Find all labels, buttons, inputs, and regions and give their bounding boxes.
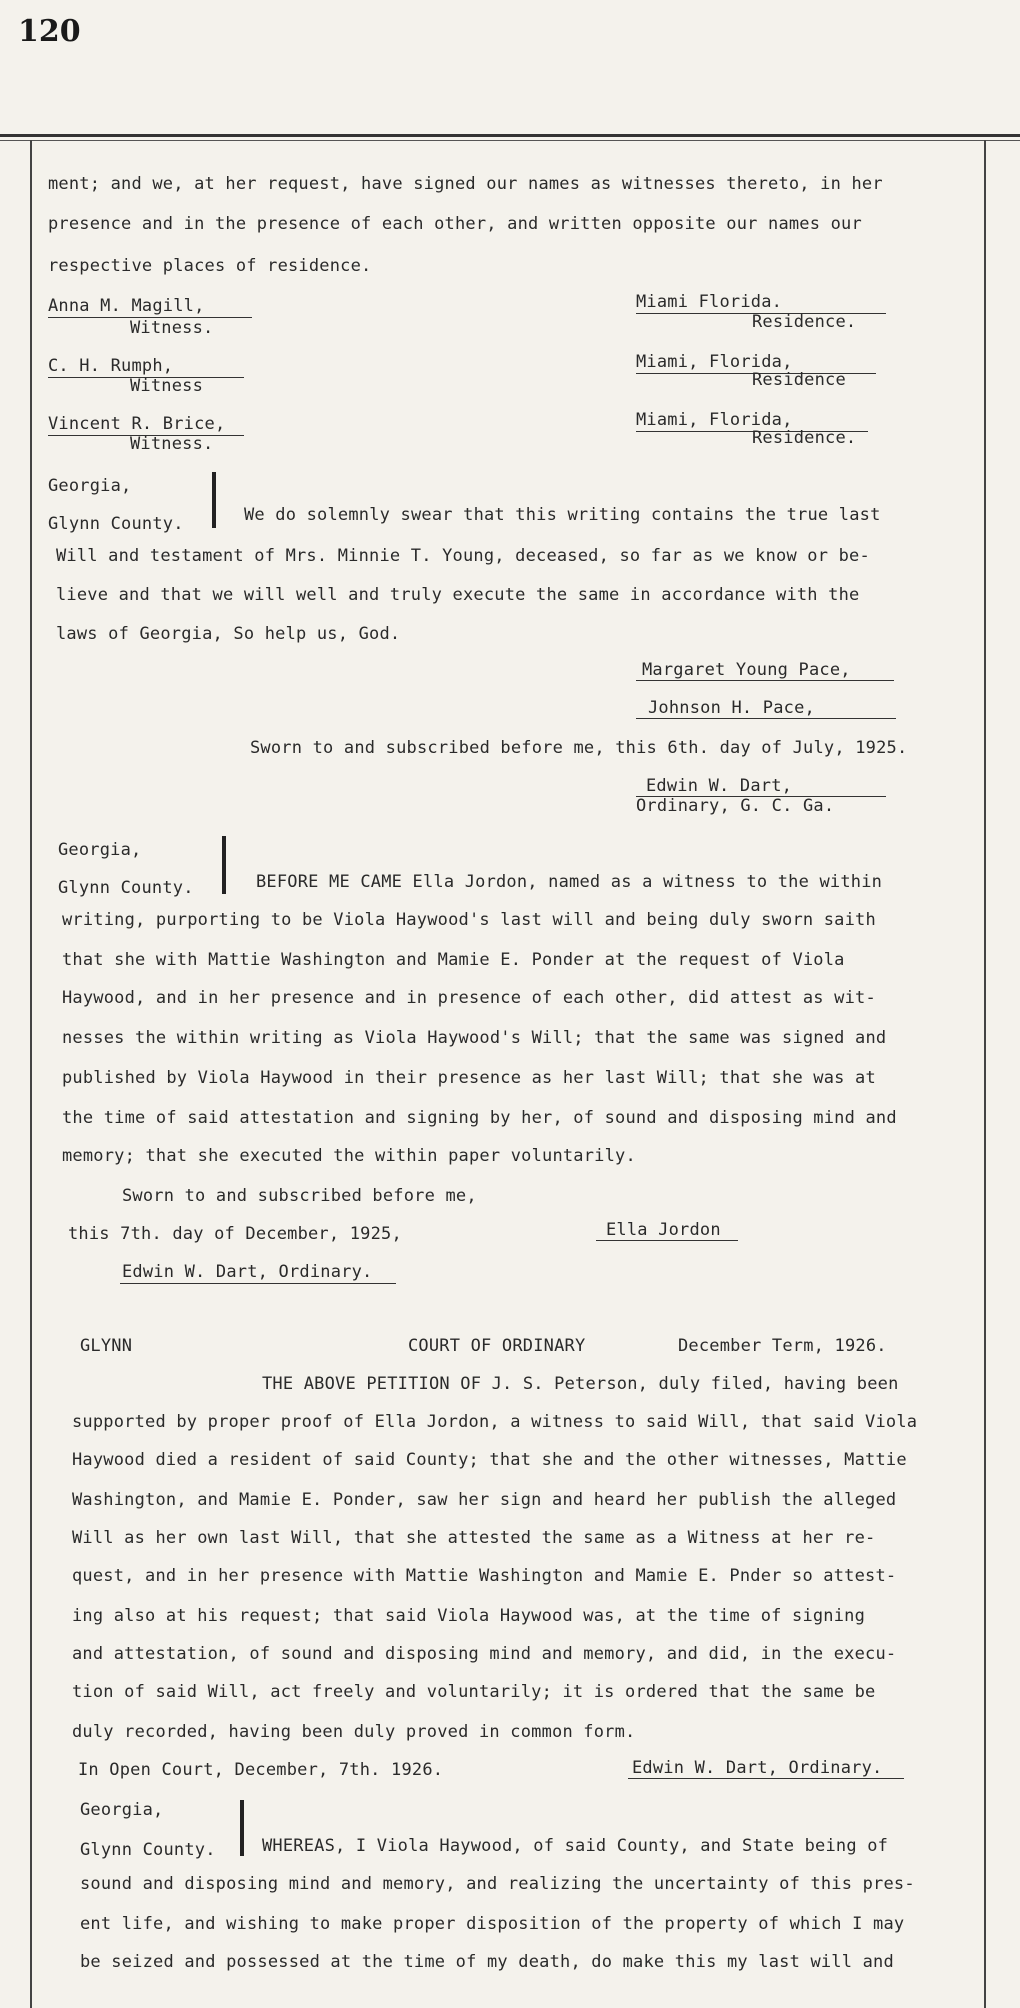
oath2-county: Glynn County. (58, 878, 194, 898)
court-line-6: quest, and in her presence with Mattie Washington and Mamie E. Pnder so attest- (72, 1566, 897, 1586)
oath2-line-3: that she with Mattie Washington and Mamie E. Ponder at the request of Viola (62, 950, 845, 970)
intro-line-1: ment; and we, at her request, have signed our names as witnesses thereto, in her (48, 174, 883, 194)
oath2-signer-line (596, 1240, 738, 1241)
court-line-9: tion of said Will, act freely and voluntarily; it is ordered that the same be (72, 1682, 876, 1702)
witness-role-3: Witness. (130, 434, 214, 454)
will-line-3: ent life, and wishing to make proper disposition of the property of which I may (80, 1914, 905, 1934)
oath2-line-2: writing, purporting to be Viola Haywood's last will and being duly sworn saith (62, 910, 876, 930)
oath1-signer-2: Johnson H. Pace, (648, 698, 815, 718)
intro-line-2: presence and in the presence of each other, and written opposite our names our (48, 214, 862, 234)
court-officer-line (628, 1778, 904, 1779)
oath1-line-1: We do solemnly swear that this writing contains the true last (244, 505, 881, 525)
oath2-date: this 7th. day of December, 1925, (68, 1224, 402, 1244)
oath1-sworn: Sworn to and subscribed before me, this 6th. day of July, 1925. (250, 738, 908, 758)
oath2-line-6: published by Viola Haywood in their presence as her last Will; that she was at (62, 1068, 876, 1088)
oath1-signer-line-2 (636, 718, 896, 719)
oath1-signer-1: Margaret Young Pace, (642, 660, 851, 680)
oath2-officer: Edwin W. Dart, Ordinary. (122, 1262, 373, 1282)
court-line-1: THE ABOVE PETITION OF J. S. Peterson, duly filed, having been (262, 1374, 899, 1394)
residence-label-3: Residence. (752, 428, 857, 448)
court-line-5: Will as her own last Will, that she attested the same as a Witness at her re- (72, 1528, 876, 1548)
court-officer: Edwin W. Dart, Ordinary. (632, 1758, 883, 1778)
witness-role-1: Witness. (130, 318, 214, 338)
court-open-court: In Open Court, December, 7th. 1926. (78, 1760, 444, 1780)
will-line-4: be seized and possessed at the time of my death, do make this my last will and (80, 1952, 894, 1972)
oath1-signer-line-1 (636, 680, 894, 681)
witness-residence-3: Miami, Florida, (636, 410, 793, 430)
court-line-10: duly recorded, having been duly proved in common form. (72, 1722, 636, 1742)
will-line-1: WHEREAS, I Viola Haywood, of said County, and State being of (262, 1836, 889, 1856)
oath1-line-4: laws of Georgia, So help us, God. (56, 624, 401, 644)
will-line-2: sound and disposing mind and memory, and realizing the uncertainty of this pres- (80, 1874, 915, 1894)
oath2-sworn: Sworn to and subscribed before me, (122, 1186, 477, 1206)
witness-name-2: C. H. Rumph, (48, 356, 174, 376)
witness-role-2: Witness (130, 376, 204, 396)
oath1-officer: Edwin W. Dart, (646, 776, 793, 796)
court-line-7: ing also at his request; that said Viola Haywood was, at the time of signing (72, 1606, 866, 1626)
court-line-3: Haywood died a resident of said County; that she and the other witnesses, Mattie (72, 1450, 907, 1470)
page-number: 120 (18, 14, 81, 49)
witness-residence-1: Miami Florida. (636, 292, 783, 312)
residence-label-1: Residence. (752, 312, 857, 332)
oath1-county: Glynn County. (48, 514, 184, 534)
top-rule (0, 134, 1020, 137)
oath1-state: Georgia, (48, 476, 132, 496)
witness-name-1: Anna M. Magill, (48, 296, 205, 316)
oath1-line-3: lieve and that we will well and truly execute the same in accordance with the (56, 585, 860, 605)
court-name: COURT OF ORDINARY (408, 1336, 586, 1356)
oath1-officer-title: Ordinary, G. C. Ga. (636, 796, 835, 816)
left-margin-rule (30, 140, 32, 2008)
oath2-line-4: Haywood, and in her presence and in presence of each other, did attest as wit- (62, 988, 876, 1008)
oath2-line-1: BEFORE ME CAME Ella Jordon, named as a witness to the within (256, 872, 883, 892)
court-line-2: supported by proper proof of Ella Jordon, a witness to said Will, that said Viola (72, 1412, 918, 1432)
witness-residence-2: Miami, Florida, (636, 352, 793, 372)
oath2-officer-line (120, 1283, 396, 1284)
court-line-4: Washington, and Mamie E. Ponder, saw her sign and heard her publish the alleged (72, 1490, 897, 1510)
witness-name-3: Vincent R. Brice, (48, 414, 226, 434)
oath1-line-2: Will and testament of Mrs. Minnie T. Young, deceased, so far as we know or be- (56, 546, 870, 566)
will-state: Georgia, (80, 1800, 164, 1820)
residence-label-2: Residence (752, 370, 846, 390)
oath2-line-8: memory; that she executed the within paper voluntarily. (62, 1146, 636, 1166)
court-county: GLYNN (80, 1336, 133, 1356)
oath2-line-5: nesses the within writing as Viola Haywood's Will; that the same was signed and (62, 1028, 887, 1048)
intro-line-3: respective places of residence. (48, 256, 372, 276)
will-county: Glynn County. (80, 1840, 216, 1860)
oath2-state: Georgia, (58, 840, 142, 860)
court-line-8: and attestation, of sound and disposing mind and memory, and did, in the execu- (72, 1644, 897, 1664)
oath2-line-7: the time of said attestation and signing by her, of sound and disposing mind and (62, 1108, 897, 1128)
oath1-brace (212, 472, 216, 528)
will-brace (240, 1800, 244, 1856)
oath2-brace (222, 836, 226, 894)
court-term: December Term, 1926. (678, 1336, 887, 1356)
right-margin-rule (984, 140, 986, 2008)
oath2-signer: Ella Jordon (606, 1220, 721, 1240)
top-rule-thin (0, 140, 1020, 141)
